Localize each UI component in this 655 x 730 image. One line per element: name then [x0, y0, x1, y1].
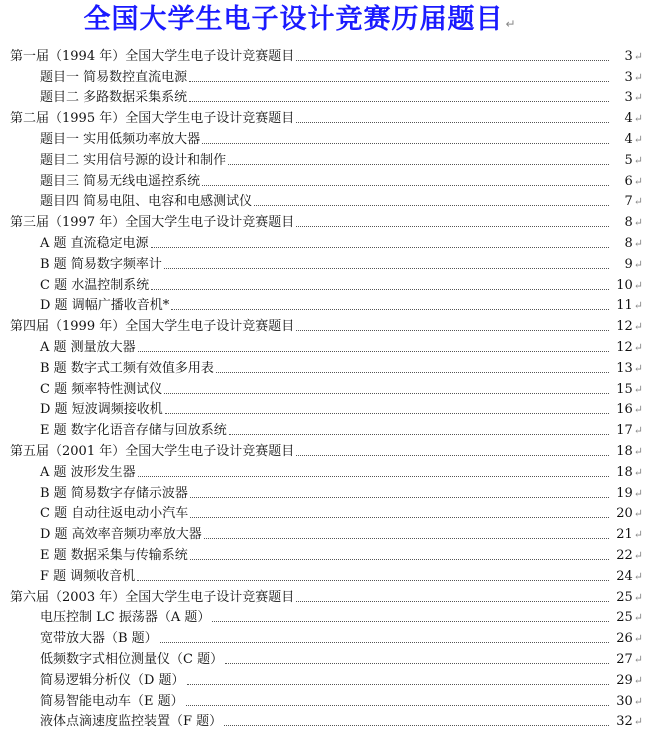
toc-entry-contest[interactable] — [0, 439, 655, 460]
toc-page-number — [611, 340, 655, 356]
page-number-text: 18 — [616, 465, 633, 480]
toc-page-number — [611, 527, 655, 543]
toc-entry-text: D 题 高效率音频功率放大器 — [40, 527, 202, 543]
toc-entry-text: 低频数字式相位测量仪（C 题） — [40, 652, 223, 668]
dot-leader — [151, 247, 609, 248]
dot-leader — [212, 621, 609, 622]
toc-entry-problem[interactable] — [0, 65, 655, 86]
toc-page-number — [611, 590, 655, 606]
paragraph-mark-icon: ↵ — [505, 17, 516, 31]
toc-page-number — [611, 652, 655, 668]
toc-entry-text: 题目二 多路数据采集系统 — [40, 90, 187, 106]
dot-leader — [138, 351, 609, 352]
toc-entry-text: 简易逻辑分析仪（D 题） — [40, 673, 185, 689]
dot-leader — [164, 393, 609, 394]
dot-leader — [202, 185, 609, 186]
toc-entry-problem[interactable] — [0, 689, 655, 710]
toc-page-number — [611, 465, 655, 481]
toc-page-number — [611, 423, 655, 439]
page-number-text: 22 — [616, 548, 633, 563]
toc-page-number — [611, 132, 655, 148]
toc-entry-contest[interactable] — [0, 210, 655, 231]
toc-page-number — [611, 298, 655, 314]
page-number-text: 3 — [625, 49, 633, 64]
toc-entry-problem[interactable] — [0, 502, 655, 523]
page-number-text: 13 — [616, 361, 633, 376]
toc-page-number — [611, 194, 655, 210]
toc-page-number — [611, 361, 655, 377]
toc-entry-contest[interactable] — [0, 314, 655, 335]
page-number-text: 3 — [625, 90, 633, 105]
toc-entry-text: B 题 简易数字存储示波器 — [40, 486, 188, 502]
toc-entry-text: 题目一 简易数控直流电源 — [40, 70, 187, 86]
paragraph-mark-icon: ↵ — [634, 175, 643, 188]
toc-entry-problem[interactable] — [0, 252, 655, 273]
toc-entry-text: E 题 数据采集与传输系统 — [40, 548, 188, 564]
toc-page-number — [611, 49, 655, 65]
toc-page-number — [611, 90, 655, 106]
page-number-text: 26 — [616, 631, 633, 646]
page-number-text: 4 — [625, 111, 633, 126]
paragraph-mark-icon: ↵ — [634, 50, 643, 63]
toc-page-number — [611, 694, 655, 710]
toc-entry-text: 题目四 简易电阻、电容和电感测试仪 — [40, 194, 252, 210]
toc-page-number — [611, 257, 655, 273]
page-number-text: 25 — [616, 610, 633, 625]
paragraph-mark-icon: ↵ — [634, 632, 643, 645]
page-number-text: 32 — [616, 714, 633, 729]
dot-leader — [190, 497, 609, 498]
page-number-text: 20 — [616, 506, 633, 521]
dot-leader — [229, 434, 609, 435]
toc-entry-problem[interactable] — [0, 564, 655, 585]
page-number-text: 4 — [625, 132, 633, 147]
page-number-text: 29 — [616, 673, 633, 688]
dot-leader — [189, 101, 609, 102]
dot-leader — [296, 226, 609, 227]
toc-entry-text: B 题 数字式工频有效值多用表 — [40, 361, 214, 377]
paragraph-mark-icon: ↵ — [634, 362, 643, 375]
paragraph-mark-icon: ↵ — [634, 154, 643, 167]
dot-leader — [189, 81, 609, 82]
page-number-text: 9 — [625, 257, 633, 272]
dot-leader — [138, 476, 609, 477]
toc-entry-contest[interactable] — [0, 44, 655, 65]
toc-entry-text: 题目三 简易无线电遥控系统 — [40, 174, 200, 190]
page-number-text: 27 — [616, 652, 633, 667]
toc-entry-text: D 题 短波调频接收机 — [40, 402, 163, 418]
dot-leader — [190, 517, 609, 518]
toc-entry-text: C 题 频率特性测试仪 — [40, 382, 162, 398]
toc-entry-problem[interactable] — [0, 190, 655, 211]
document-title — [0, 2, 600, 42]
page-number-text: 10 — [616, 278, 633, 293]
toc-page-number — [611, 402, 655, 418]
paragraph-mark-icon: ↵ — [634, 403, 643, 416]
toc-page-number — [611, 319, 655, 335]
dot-leader — [296, 601, 609, 602]
toc-entry-problem[interactable] — [0, 481, 655, 502]
page-number-text: 8 — [625, 215, 633, 230]
toc-entry-problem[interactable] — [0, 606, 655, 627]
paragraph-mark-icon: ↵ — [634, 133, 643, 146]
paragraph-mark-icon: ↵ — [634, 299, 643, 312]
paragraph-mark-icon: ↵ — [634, 258, 643, 271]
toc-entry-problem[interactable] — [0, 522, 655, 543]
toc-entry-problem[interactable] — [0, 273, 655, 294]
dot-leader — [216, 372, 609, 373]
toc-entry-text: 电压控制 LC 振荡器（A 题） — [40, 610, 210, 626]
toc-page-number — [611, 631, 655, 647]
page-number-text: 25 — [616, 590, 633, 605]
paragraph-mark-icon: ↵ — [634, 195, 643, 208]
toc-entry-contest[interactable] — [0, 585, 655, 606]
paragraph-mark-icon: ↵ — [634, 424, 643, 437]
toc-entry-text: 液体点滴速度监控装置（F 题） — [40, 714, 222, 730]
paragraph-mark-icon: ↵ — [634, 216, 643, 229]
toc-entry-problem[interactable] — [0, 86, 655, 107]
toc-entry-problem[interactable] — [0, 710, 655, 730]
dot-leader — [202, 143, 609, 144]
paragraph-mark-icon: ↵ — [634, 279, 643, 292]
paragraph-mark-icon: ↵ — [634, 695, 643, 708]
toc-page-number — [611, 111, 655, 127]
dot-leader — [186, 705, 609, 706]
toc-entry-problem[interactable] — [0, 647, 655, 668]
toc-entry-text: C 题 水温控制系统 — [40, 278, 149, 294]
paragraph-mark-icon: ↵ — [634, 71, 643, 84]
toc-page-number — [611, 174, 655, 190]
dot-leader — [160, 642, 609, 643]
page-number-text: 19 — [616, 486, 633, 501]
page-number-text: 16 — [616, 402, 633, 417]
toc-page-number — [611, 486, 655, 502]
dot-leader — [165, 413, 609, 414]
dot-leader — [151, 289, 609, 290]
paragraph-mark-icon: ↵ — [634, 715, 643, 728]
toc-entry-problem[interactable] — [0, 668, 655, 689]
page-number-text: 3 — [625, 70, 633, 85]
dot-leader — [164, 268, 609, 269]
toc-entry-text: F 题 调频收音机 — [40, 569, 135, 585]
paragraph-mark-icon: ↵ — [634, 237, 643, 250]
toc-entry-problem[interactable] — [0, 231, 655, 252]
page-number-text: 12 — [616, 340, 633, 355]
toc-page-number — [611, 444, 655, 460]
toc-entry-text: A 题 波形发生器 — [40, 465, 136, 481]
paragraph-mark-icon: ↵ — [634, 528, 643, 541]
toc-entry-text: C 题 自动往返电动小汽车 — [40, 506, 188, 522]
toc-entry-text: 第一届（1994 年）全国大学生电子设计竞赛题目 — [10, 49, 294, 65]
paragraph-mark-icon: ↵ — [634, 91, 643, 104]
toc-entry-text: 第六届（2003 年）全国大学生电子设计竞赛题目 — [10, 590, 294, 606]
toc-entry-text: A 题 直流稳定电源 — [40, 236, 149, 252]
toc-entry-problem[interactable] — [0, 356, 655, 377]
toc-entry-text: 第二届（1995 年）全国大学生电子设计竞赛题目 — [10, 111, 294, 127]
paragraph-mark-icon: ↵ — [634, 674, 643, 687]
document-title-text: 全国大学生电子设计竞赛历届题目 — [83, 4, 503, 35]
toc-entry-problem[interactable] — [0, 418, 655, 439]
dot-leader — [224, 725, 609, 726]
dot-leader — [296, 122, 609, 123]
dot-leader — [204, 538, 609, 539]
dot-leader — [296, 455, 609, 456]
paragraph-mark-icon: ↵ — [634, 445, 643, 458]
dot-leader — [254, 205, 609, 206]
page-number-text: 6 — [625, 174, 633, 189]
toc-entry-problem[interactable] — [0, 543, 655, 564]
paragraph-mark-icon: ↵ — [634, 112, 643, 125]
toc-entry-text: D 题 调幅广播收音机* — [40, 298, 169, 314]
toc-entry-text: 第四届（1999 年）全国大学生电子设计竞赛题目 — [10, 319, 294, 335]
dot-leader — [228, 164, 609, 165]
paragraph-mark-icon: ↵ — [634, 466, 643, 479]
toc-page-number — [611, 610, 655, 626]
toc-entry-problem[interactable] — [0, 626, 655, 647]
toc-page-number — [611, 673, 655, 689]
paragraph-mark-icon: ↵ — [634, 653, 643, 666]
toc-page-number — [611, 215, 655, 231]
paragraph-mark-icon: ↵ — [634, 487, 643, 500]
page-number-text: 18 — [616, 444, 633, 459]
dot-leader — [187, 684, 609, 685]
toc-entry-text: B 题 简易数字频率计 — [40, 257, 162, 273]
paragraph-mark-icon: ↵ — [634, 570, 643, 583]
paragraph-mark-icon: ↵ — [634, 591, 643, 604]
toc-page-number — [611, 548, 655, 564]
dot-leader — [137, 580, 609, 581]
dot-leader — [296, 60, 609, 61]
page-number-text: 8 — [625, 236, 633, 251]
dot-leader — [225, 663, 609, 664]
dot-leader — [190, 559, 609, 560]
toc-page-number — [611, 382, 655, 398]
page-number-text: 5 — [625, 153, 633, 168]
paragraph-mark-icon: ↵ — [634, 507, 643, 520]
paragraph-mark-icon: ↵ — [634, 320, 643, 333]
paragraph-mark-icon: ↵ — [634, 549, 643, 562]
toc-entry-problem[interactable] — [0, 460, 655, 481]
toc-entry-problem[interactable] — [0, 398, 655, 419]
toc-entry-text: 题目一 实用低频功率放大器 — [40, 132, 200, 148]
toc-page-number — [611, 714, 655, 730]
dot-leader — [296, 330, 609, 331]
toc-page-number — [611, 70, 655, 86]
page-number-text: 21 — [616, 527, 633, 542]
table-of-contents — [0, 44, 655, 730]
page-number-text: 17 — [616, 423, 633, 438]
toc-entry-text: E 题 数字化语音存储与回放系统 — [40, 423, 227, 439]
paragraph-mark-icon: ↵ — [634, 341, 643, 354]
toc-entry-problem[interactable] — [0, 148, 655, 169]
page-number-text: 11 — [616, 298, 633, 313]
toc-entry-problem[interactable] — [0, 294, 655, 315]
toc-entry-problem[interactable] — [0, 169, 655, 190]
dot-leader — [171, 309, 609, 310]
paragraph-mark-icon: ↵ — [634, 383, 643, 396]
toc-page-number — [611, 153, 655, 169]
toc-page-number — [611, 506, 655, 522]
toc-entry-text: A 题 测量放大器 — [40, 340, 136, 356]
toc-entry-problem[interactable] — [0, 335, 655, 356]
toc-entry-problem[interactable] — [0, 127, 655, 148]
toc-page-number — [611, 236, 655, 252]
paragraph-mark-icon: ↵ — [634, 611, 643, 624]
page-number-text: 30 — [616, 694, 633, 709]
toc-page-number — [611, 278, 655, 294]
toc-entry-text: 题目二 实用信号源的设计和制作 — [40, 153, 226, 169]
toc-page-number — [611, 569, 655, 585]
page-number-text: 15 — [616, 382, 633, 397]
toc-entry-text: 宽带放大器（B 题） — [40, 631, 158, 647]
page-number-text: 7 — [625, 194, 633, 209]
toc-entry-contest[interactable] — [0, 106, 655, 127]
toc-entry-problem[interactable] — [0, 377, 655, 398]
toc-entry-text: 第五届（2001 年）全国大学生电子设计竞赛题目 — [10, 444, 294, 460]
page-number-text: 12 — [616, 319, 633, 334]
page-number-text: 24 — [616, 569, 633, 584]
toc-entry-text: 第三届（1997 年）全国大学生电子设计竞赛题目 — [10, 215, 294, 231]
toc-entry-text: 简易智能电动车（E 题） — [40, 694, 184, 710]
